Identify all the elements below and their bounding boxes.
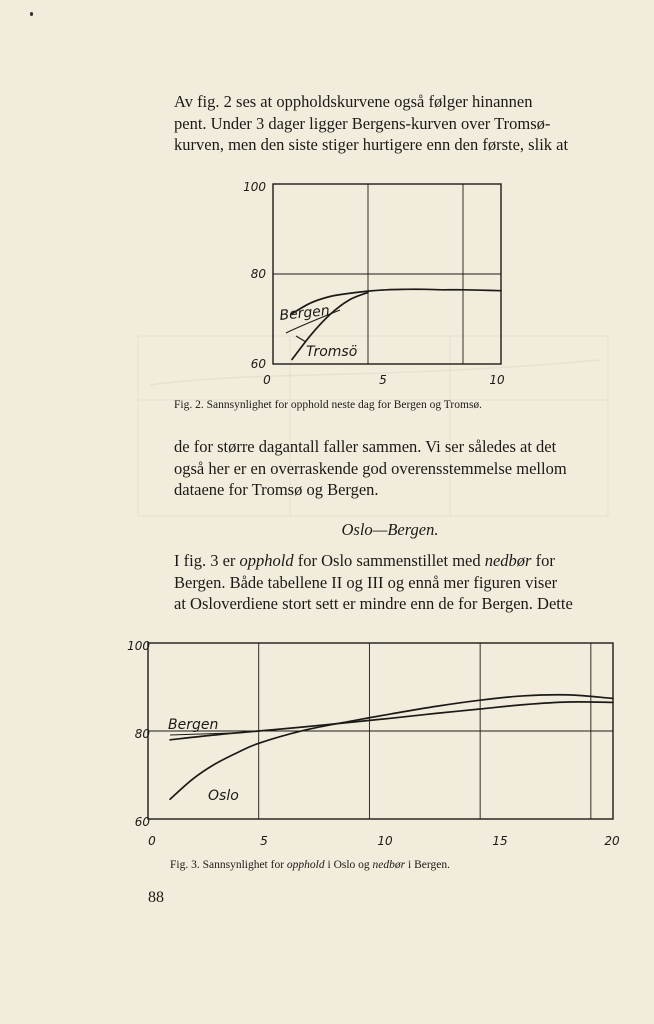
- caption-text: Fig. 3. Sannsynlighet for: [170, 859, 287, 871]
- x-tick-label: 20: [604, 834, 620, 848]
- paragraph-1-line-1: Av fig. 2 ses at oppholdskurvene også følger hinannen: [174, 92, 533, 111]
- y-tick-label: 80: [134, 727, 150, 741]
- emphasis-nedbor: nedbør: [484, 551, 532, 570]
- paragraph-2-line-2: også her er en overraskende god overensstemmelse mellom: [174, 458, 567, 478]
- paragraph-1-line-3: kurven, men den siste stiger hurtigere enn den første, slik at: [174, 135, 569, 154]
- y-tick-label: 100: [127, 639, 150, 653]
- emphasis-opphold: opphold: [239, 551, 294, 570]
- page-number: 88: [148, 889, 164, 906]
- x-tick-label: 5: [379, 373, 387, 387]
- paragraph-3-text: I fig. 3 er: [174, 551, 240, 570]
- x-tick-label: 0: [263, 373, 271, 387]
- paragraph-2-line-1: de for større dagantall faller sammen. Vi ser således at det: [174, 437, 557, 456]
- paragraph-1-line-2: pent. Under 3 dager ligger Bergens-kurven over Tromsø-: [174, 113, 551, 133]
- caption-text: i Oslo og: [324, 859, 373, 871]
- section-heading: Oslo—Bergen.: [341, 520, 439, 539]
- paragraph-3-text: for Oslo sammenstillet med: [293, 551, 485, 570]
- caption-emphasis: nedbør: [372, 859, 406, 871]
- series-line-bergen: [170, 702, 613, 740]
- y-tick-label: 100: [243, 180, 266, 194]
- paragraph-2-line-3: dataene for Tromsø og Bergen.: [174, 480, 379, 499]
- paragraph-3-line-3: at Osloverdiene stort sett er mindre enn de for Bergen. Dette: [174, 594, 573, 613]
- series-label-bergen: Bergen: [278, 302, 331, 324]
- x-tick-label: 0: [148, 834, 156, 848]
- caption-text: i Bergen.: [405, 859, 450, 871]
- paragraph-3-text: for: [531, 551, 555, 570]
- y-tick-label: 60: [134, 815, 150, 829]
- x-tick-label: 10: [377, 834, 393, 848]
- y-tick-label: 60: [250, 357, 266, 371]
- series-label-tromsö: Tromsö: [306, 344, 358, 360]
- paragraph-3-line-2: Bergen. Både tabellene II og III og ennå mer figuren viser: [174, 572, 558, 592]
- figure-3-caption: [170, 858, 450, 872]
- caption-emphasis: opphold: [286, 859, 325, 871]
- series-line-oslo: [170, 695, 613, 799]
- x-tick-label: 10: [489, 373, 505, 387]
- figure-2-caption: Fig. 2. Sannsynlighet for opphold neste dag for Bergen og Tromsø.: [174, 399, 483, 411]
- series-label-oslo: Oslo: [208, 788, 239, 804]
- y-tick-label: 80: [250, 267, 266, 281]
- series-label-bergen: Bergen: [168, 717, 219, 733]
- x-tick-label: 5: [260, 834, 268, 848]
- x-tick-label: 15: [492, 834, 508, 848]
